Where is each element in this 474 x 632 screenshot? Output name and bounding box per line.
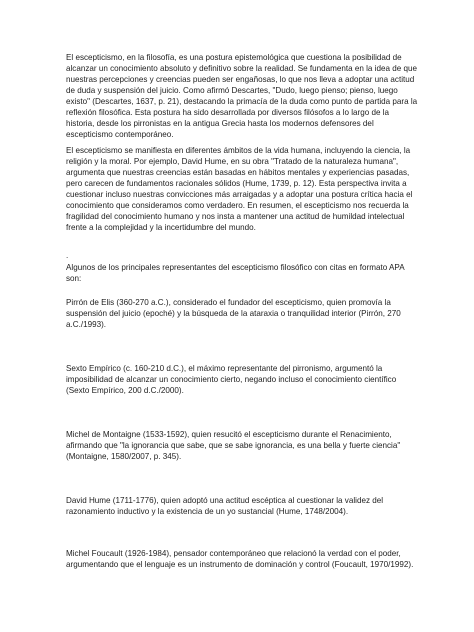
paragraph-hume: David Hume (1711-1776), quien adoptó una actitud escéptica al cuestionar la validez del razonamiento inductivo y la existencia de un yo sustancial (Hume, 1748/2004).	[66, 496, 384, 517]
paragraph-montaigne: Michel de Montaigne (1533-1592), quien resucitó el escepticismo durante el Renacimiento, afirmando que "la ignorancia que sabe, que se sabe ignorancia, es una bella y fuerte ciencia" (Montaigne, 1580/2007, p. 345).	[66, 430, 401, 462]
separator-dot: .	[66, 251, 69, 260]
paragraph-sexto: Sexto Empírico (c. 160-210 d.C.), el máximo representante del pirronismo, argumentó la imposibilidad de alcanzar un conocimiento cierto, negando incluso el conocimiento científico (Sexto Empírico, 200 d.C./2000).	[66, 364, 397, 396]
paragraph-foucault: Michel Foucault (1926-1984), pensador contemporáneo que relacionó la verdad con el poder, argumentando que el lenguaje es un instrumento de dominación y control (Foucault, 1970/1992).	[66, 549, 414, 570]
paragraph-intro: El escepticismo, en la filosofía, es una postura epistemológica que cuestiona la posibilidad de alcanzar un conocimiento absoluto y definitivo sobre la realidad. Se fundamenta en la idea de que nuestras percepciones y creencias pueden ser engañosas, lo que nos lleva a adoptar una actitud de duda y suspensión del juicio. Como afirmó Descartes, "Dudo, luego pienso; pienso, luego existo" (Descartes, 1637, p. 21), destacando la primacía de la duda como punto de partida para la reflexión filosófica. Esta postura ha sido desarrollada por diversos filósofos a lo largo de la historia, desde los pirronistas en la antigua Grecia hasta los modernos defensores del escepticismo contemporáneo.	[66, 53, 418, 140]
paragraph-second: El escepticismo se manifiesta en diferentes ámbitos de la vida humana, incluyendo la ciencia, la religión y la moral. Por ejemplo, David Hume, en su obra "Tratado de la naturaleza humana", argumenta que nuestras creencias están basadas en hábitos mentales y experiencias pasadas, pero carecen de fundamentos racionales sólidos (Hume, 1739, p. 12). Esta perspectiva invita a cuestionar incluso nuestras convicciones más arraigadas y a adoptar una postura crítica hacia el conocimiento que consideramos como verdadero. En resumen, el escepticismo nos recuerda la fragilidad del conocimiento humano y nos insta a mantener una actitud de humildad intelectual frente a la complejidad y la incertidumbre del mundo.	[66, 146, 413, 233]
paragraph-pirron: Pirrón de Elis (360-270 a.C.), considerado el fundador del escepticismo, quien promovía la suspensión del juicio (epoché) y la búsqueda de la ataraxia o tranquilidad interior (Pirrón, 270 a.C./1993).	[66, 298, 401, 330]
paragraph-list-intro: Algunos de los principales representantes del escepticismo filosófico con citas en formato APA son:	[66, 263, 405, 284]
